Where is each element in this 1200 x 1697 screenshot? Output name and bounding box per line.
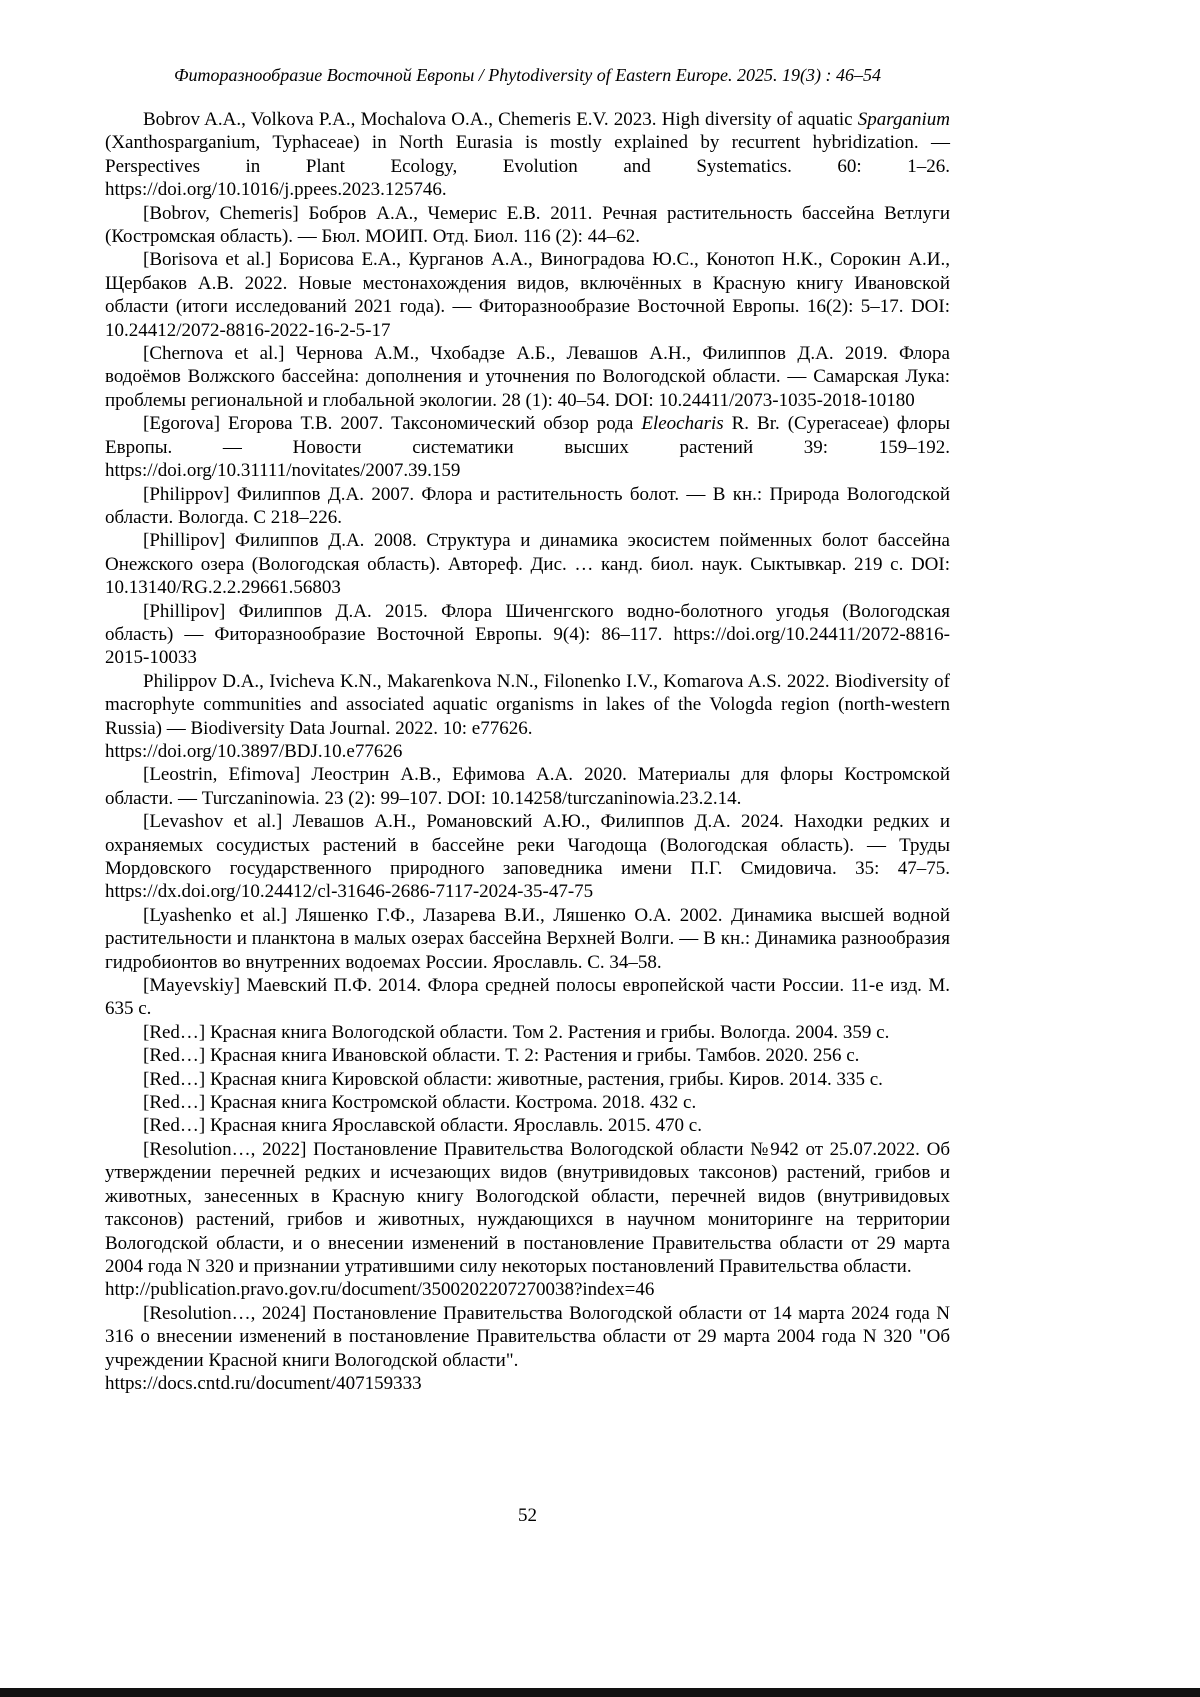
reference-url-line: http://publication.pravo.gov.ru/document/3500202207270038?index=46 (105, 1279, 655, 1301)
reference-text: [Bobrov, Chemeris] Бобров А.А., Чемерис Е.В. 2011. Речная растительность бассейна Ветлуги (Костромская область). — Бюл. МОИП. Отд. Биол. 116 (2): 44–62. (105, 202, 950, 248)
reference-italic-taxon: Sparganium (857, 109, 950, 130)
reference-text: [Red…] Красная книга Ярославской области. Ярославль. 2015. 470 с. (143, 1115, 702, 1137)
reference-entry (105, 1044, 950, 1067)
reference-entry (105, 1138, 950, 1278)
reference-entry (105, 1091, 950, 1114)
reference-url-line: https://docs.cntd.ru/document/407159333 (105, 1372, 422, 1394)
reference-entry (105, 670, 950, 740)
reference-text: [Resolution…, 2024] Постановление Правительства Вологодской области от 14 марта 2024 года N 316 о внесении изменений в постановление Правительства области от 29 марта 2004 года N 320 "Об учреждении Красной книги Вологодской области". (105, 1302, 950, 1371)
reference-text: [Resolution…, 2022] Постановление Правительства Вологодской области №942 от 25.07.2022. Об утверждении перечней редких и исчезающих видов (внутривидовых таксонов) растений, грибов и животных, занесенных в Красную книгу Вологодской области, перечней видов (внутривидовых таксонов) растений, грибов и животных, нуждающихся в научном мониторинге на территории Вологодской области, и о внесении изменений в постановление Правительства области от 29 марта 2004 года N 320 и признании утратившими силу некоторых постановлений Правительства области. (105, 1138, 950, 1277)
reference-entry (105, 763, 950, 810)
reference-text: [Philippov] Филиппов Д.А. 2007. Флора и растительность болот. — В кн.: Природа Вологодской области. Вологда. С 218–226. (105, 483, 950, 528)
journal-running-header: Фиторазнообразие Восточной Европы / Phytodiversity of Eastern Europe. 2025. 19(3) : 46–54 (173, 65, 882, 85)
reference-text: [Chernova et al.] Чернова А.М., Чхобадзе А.Б., Левашов А.Н., Филиппов Д.А. 2019. Флора водоёмов Волжского бассейна: дополнения и уточнения по Вологодской области. — Самарская Лука: проблемы региональной и глобальной экологии. 28 (1): 40–54. DOI: 10.24411/2073-1035-2018-10180 (105, 343, 950, 411)
reference-text: [Phillipov] Филиппов Д.А. 2008. Структура и динамика экосистем пойменных болот бассейна Онежского озера (Вологодская область). Автореф. Дис. … канд. биол. наук. Сыктывкар. 219 с. DOI: 10.13140/RG.2.2.29661.56803 (105, 530, 950, 599)
reference-text: [Red…] Красная книга Вологодской области. Том 2. Растения и грибы. Вологда. 2004. 359 с. (143, 1021, 890, 1043)
reference-entry (105, 1068, 950, 1091)
reference-text: [Leostrin, Efimova] Леострин А.В., Ефимова А.А. 2020. Материалы для флоры Костромской области. — Turczaninowia. 23 (2): 99–107. DOI: 10.14258/turczaninowia.23.2.14. (105, 764, 950, 809)
reference-entry (105, 202, 950, 249)
reference-italic-taxon: Eleocharis (641, 413, 724, 435)
reference-entry (105, 600, 950, 670)
reference-entry (105, 1021, 950, 1044)
reference-text: [Levashov et al.] Левашов А.Н., Романовский А.Ю., Филиппов Д.А. 2024. Находки редких и охраняемых сосудистых растений в бассейне реки Чагодоща (Вологодская область). — Труды Мордовского государственного природного заповедника имени П.Г. Смидовича. 35: 47–75. https://dx.doi.org/10.24412/cl-31646-2686-7117-2024-35-47-75 (105, 811, 950, 903)
reference-text: [Mayevskiy] Маевский П.Ф. 2014. Флора средней полосы европейской части России. 11-е изд. М. 635 с. (105, 975, 950, 1020)
reference-text: Philippov D.A., Ivicheva K.N., Makarenkova N.N., Filonenko I.V., Komarova A.S. 2022. Biodiversity of macrophyte communities and associated aquatic organisms in lakes of the Vologda region (north-western Russia) — Biodiversity Data Journal. 2022. 10: e77626. (105, 670, 950, 739)
reference-text: [Lyashenko et al.] Ляшенко Г.Ф., Лазарева В.И., Ляшенко О.А. 2002. Динамика высшей водной растительности и планктона в малых озерах бассейна Верхней Волги. — В кн.: Динамика разнообразия гидробионтов во внутренних водоемах России. Ярославль. С. 34–58. (105, 904, 950, 973)
reference-text: [Red…] Красная книга Кировской области: животные, растения, грибы. Киров. 2014. 335 с. (143, 1068, 883, 1090)
reference-entry (105, 904, 950, 974)
reference-text: R. Br. (Cyperaceae) флоры Европы. — Новости систематики высших растений 39: 159–192. https://doi.org/10.31111/novitates/2007.39.159 (105, 413, 951, 482)
reference-text: [Red…] Красная книга Ивановской области. Т. 2: Растения и грибы. Тамбов. 2020. 256 с. (143, 1045, 860, 1067)
reference-text: [Phillipov] Филиппов Д.А. 2015. Флора Шиченгского водно-болотного угодья (Вологодская область) — Фиторазнообразие Восточной Европы. 9(4): 86–117. https://doi.org/10.24411/2072-8816-2015-10033 (105, 600, 950, 669)
reference-entry (105, 1302, 950, 1372)
reference-entry (105, 1114, 950, 1137)
references-list (105, 108, 950, 1395)
bottom-edge-bar (0, 1688, 1200, 1697)
reference-entry (105, 810, 950, 904)
reference-entry (105, 529, 950, 599)
reference-entry (105, 483, 950, 530)
reference-url-line: https://doi.org/10.3897/BDJ.10.e77626 (105, 740, 403, 762)
reference-text: [Red…] Красная книга Костромской области. Кострома. 2018. 432 с. (143, 1092, 697, 1114)
page-number: 52 (518, 1505, 537, 1526)
reference-entry (105, 412, 950, 482)
reference-entry (105, 974, 950, 1021)
reference-text: [Egorova] Егорова Т.В. 2007. Таксономический обзор рода (143, 413, 642, 435)
reference-entry (105, 248, 950, 342)
reference-entry (105, 342, 950, 412)
reference-text: Bobrov A.A., Volkova P.A., Mochalova O.A., Chemeris E.V. 2023. High diversity of aquatic (143, 109, 858, 130)
reference-text: (Xanthosparganium, Typhaceae) in North Eurasia is mostly explained by recurrent hybridization. — Perspectives in Plant Ecology, Evolution and Systematics. 60: 1–26. https://doi.org/10.1016/j.ppees.2023.125746. (105, 132, 950, 201)
reference-entry (105, 108, 950, 202)
reference-text: [Borisova et al.] Борисова Е.А., Курганов А.А., Виноградова Ю.С., Конотоп Н.К., Сорокин А.И., Щербаков А.В. 2022. Новые местонахождения видов, включённых в Красную книгу Ивановской области (итоги исследований 2021 года). — Фиторазнообразие Восточной Европы. 16(2): 5–17. DOI: 10.24412/2072-8816-2022-16-2-5-17 (105, 249, 950, 341)
